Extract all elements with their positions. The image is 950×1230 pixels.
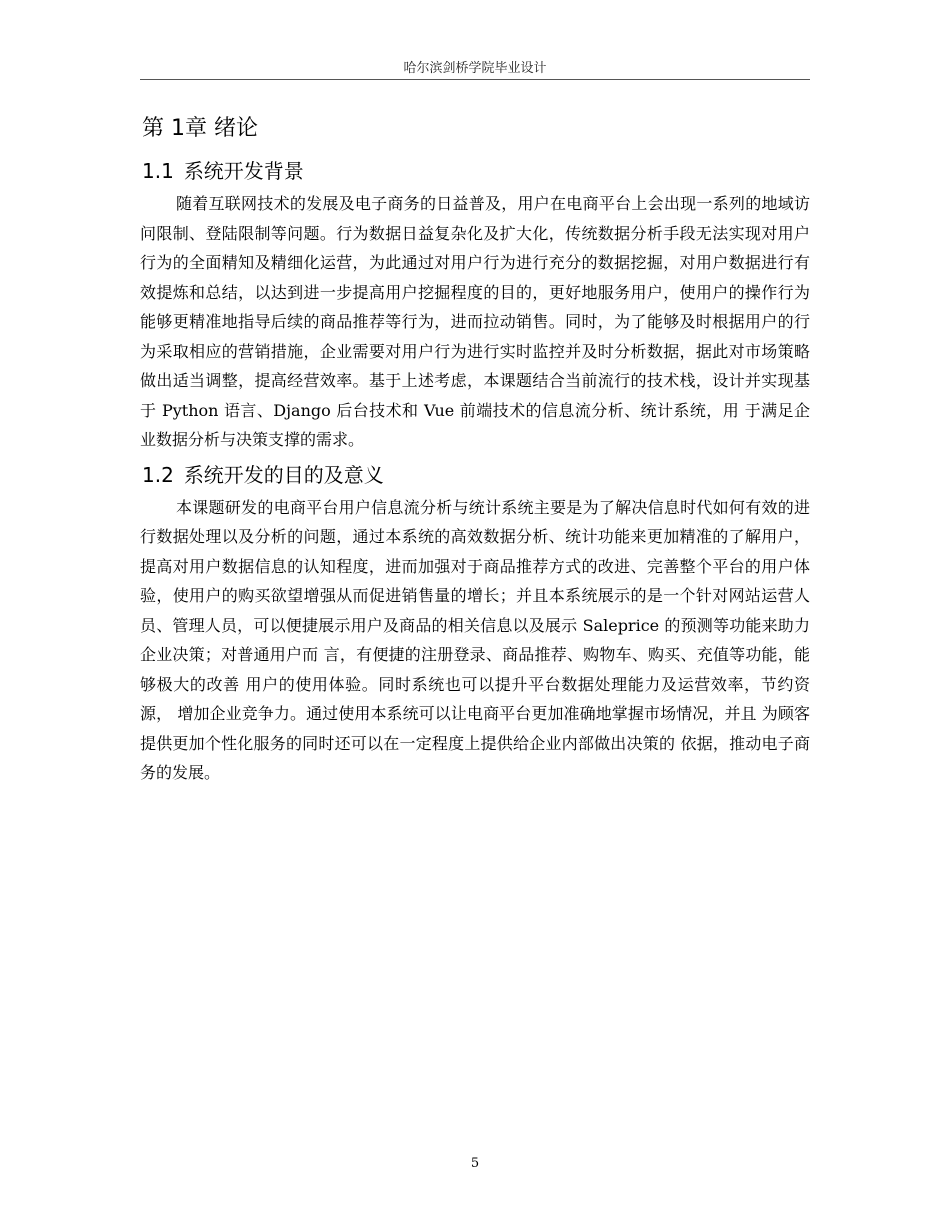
page-header: 哈尔滨剑桥学院毕业设计 [403,61,547,76]
section-paragraph-1-2: 本课题研发的电商平台用户信息流分析与统计系统主要是为了解决信息时代如何有效的进行数据处理以及分析的问题，通过本系统的高效数据分析、统计功能来更加精准的了解用户，提高对用户数据信息的认知程度，进而加强对于商品推荐方式的改进、完善整个平台的用户体验，使用户的购买欲望增强从而促进销售量的增长；并且本系统展示的是一个针对网站运营人员、管理人员，可以便捷展示用户及商品的相关信息以及展示 Saleprice 的预测等功能来助力企业决策；对普通用户而 言，有便捷的注册登录、商品推荐、购物车、购买、充值等功能，能够极大的改善 用户的使用体验。同时系统也可以提升平台数据处理能力及运营效率，节约资源， 增加企业竞争力。通过使用本系统可以让电商平台更加准确地掌握市场情况，并且 为顾客提供更加个性化服务的同时还可以在一定程度上提供给企业内部做出决策的 依据，推动电子商务的发展。 [140,497,810,782]
document-body [140,113,810,794]
section-title: 系统开发的目的及意义 [183,462,384,487]
section-number: 1.2 [142,462,174,487]
header-divider [140,79,810,80]
section-title: 系统开发背景 [183,159,304,183]
section-heading-1-2 [142,461,810,489]
section-number: 1.1 [142,159,174,183]
chapter-title: 第 1章 绪论 [142,116,258,141]
page-number: 5 [470,1156,480,1171]
section-paragraph-1-1: 随着互联网技术的发展及电子商务的日益普及，用户在电商平台上会出现一系列的地域访问限制、登陆限制等问题。行为数据日益复杂化及扩大化，传统数据分析手段无法实现对用户行为的全面精知及精细化运营，为此通过对用户行为进行充分的数据挖掘，对用户数据进行有效提炼和总结，以达到进一步提高用户挖掘程度的目的，更好地服务用户，使用户的操作行为能够更精准地指导后续的商品推荐等行为，进而拉动销售。同时，为了能够及时根据用户的行为采取相应的营销措施，企业需要对用户行为进行实时监控并及时分析数据，据此对市场策略做出适当调整，提高经营效率。基于上述考虑，本课题结合当前流行的技术栈，设计并实现基于 Python 语言、Django 后台技术和 Vue 前端技术的信息流分析、统计系统，用 于满足企业数据分析与决策支撑的需求。 [140,194,810,449]
section-heading-1-1 [142,157,810,185]
